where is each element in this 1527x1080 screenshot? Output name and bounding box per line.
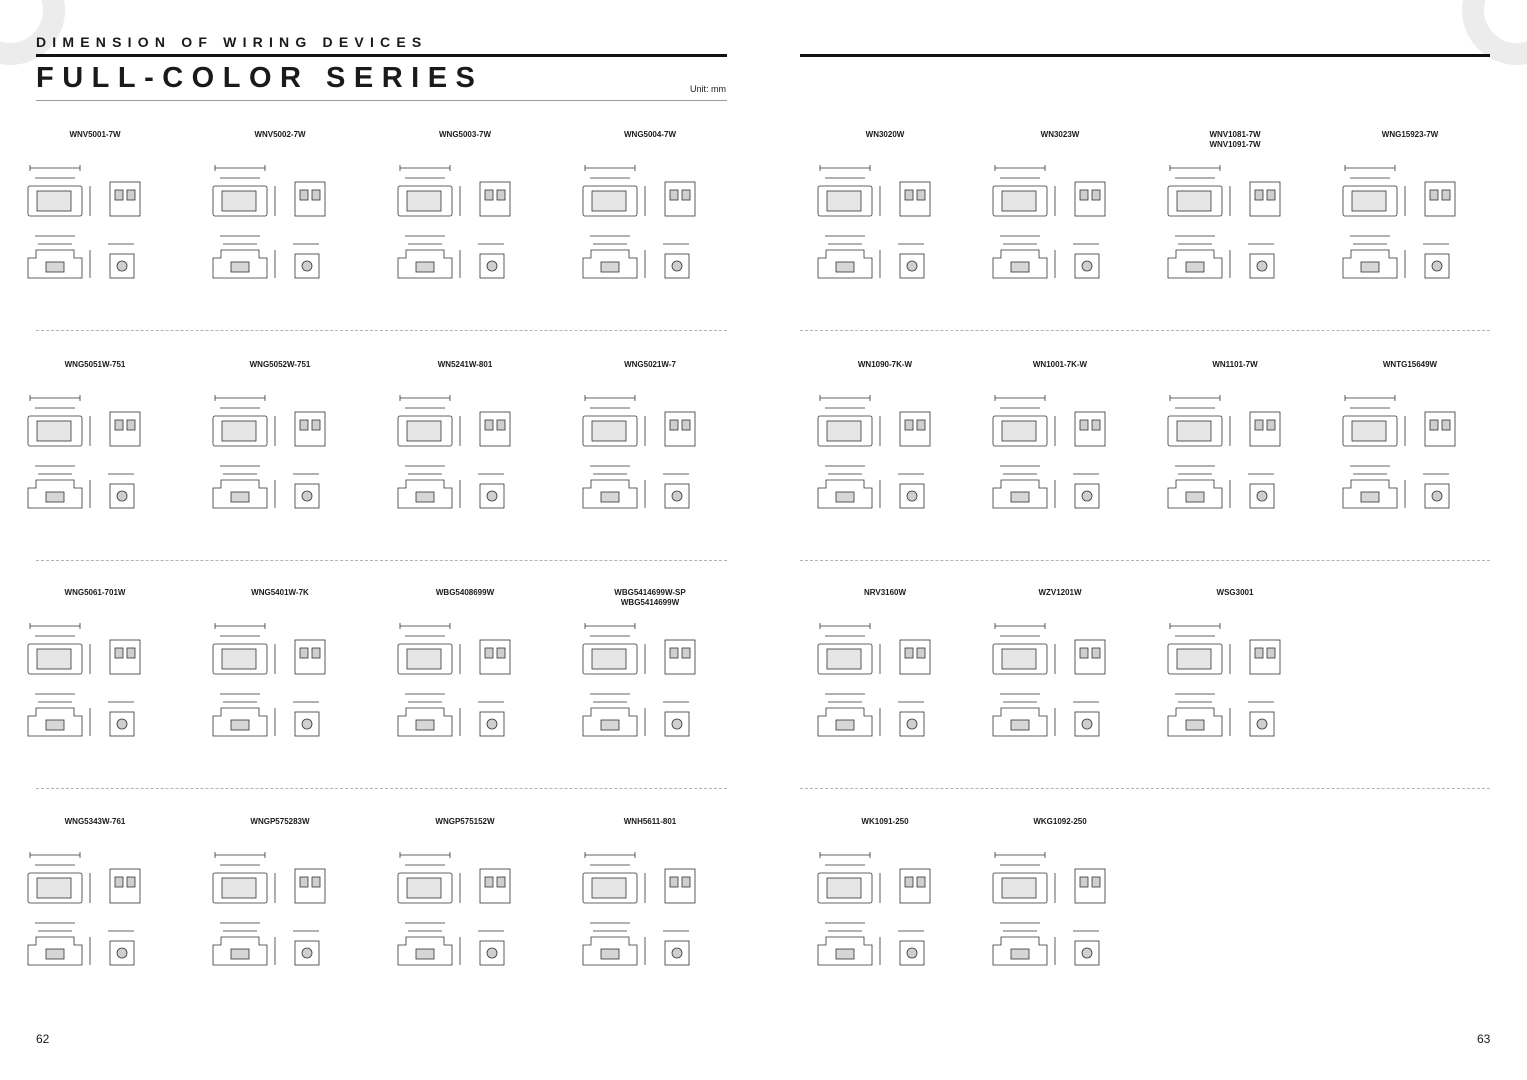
row-divider	[36, 330, 727, 331]
page-number-right: 63	[1477, 1032, 1491, 1046]
dimension-drawing	[975, 845, 1145, 995]
model-number: WNG5003-7W	[438, 130, 491, 139]
dimension-drawing	[10, 616, 180, 766]
device-cell	[800, 130, 970, 310]
dimension-drawing	[565, 388, 735, 538]
device-cell	[10, 360, 180, 540]
device-cell	[975, 130, 1145, 310]
row-divider	[36, 788, 727, 789]
device-cell	[1150, 360, 1320, 540]
device-cell	[1150, 130, 1320, 310]
dimension-drawing	[195, 616, 365, 766]
model-number: WNG5004-7W	[623, 130, 676, 139]
dimension-drawing	[10, 158, 180, 308]
device-cell	[10, 817, 180, 997]
dimension-drawing	[565, 158, 735, 308]
model-number: WNG5051W-751	[64, 360, 126, 369]
device-cell	[565, 588, 735, 768]
dimension-drawing	[800, 845, 970, 995]
row-divider	[800, 330, 1490, 331]
dimension-drawing	[975, 616, 1145, 766]
dimension-drawing	[565, 616, 735, 766]
model-number: WNG5052W-751	[249, 360, 311, 369]
model-number: WBG5414699W-SP WBG5414699W	[614, 588, 686, 607]
row-divider	[36, 560, 727, 561]
device-cell	[10, 130, 180, 310]
dimension-drawing	[800, 616, 970, 766]
model-number: WN1001-7K-W	[1032, 360, 1088, 369]
dimension-drawing	[1150, 158, 1320, 308]
device-cell	[195, 817, 365, 997]
dimension-drawing	[195, 845, 365, 995]
device-cell	[800, 817, 970, 997]
device-cell	[975, 360, 1145, 540]
section-kicker: DIMENSION OF WIRING DEVICES	[36, 34, 428, 50]
device-cell	[975, 817, 1145, 997]
row-divider	[800, 560, 1490, 561]
device-cell	[380, 817, 550, 997]
device-cell	[380, 360, 550, 540]
device-cell	[565, 817, 735, 997]
model-number: WN3023W	[1040, 130, 1080, 139]
device-cell	[565, 130, 735, 310]
row-divider	[800, 788, 1490, 789]
model-number: WKG1092-250	[1033, 817, 1087, 826]
dimension-drawing	[10, 388, 180, 538]
model-number: WNTG15649W	[1382, 360, 1438, 369]
unit-label: Unit: mm	[690, 84, 726, 94]
dimension-drawing	[1150, 616, 1320, 766]
dimension-drawing	[975, 388, 1145, 538]
dimension-drawing	[565, 845, 735, 995]
device-cell	[565, 360, 735, 540]
device-cell	[1325, 360, 1495, 540]
model-number: WZV1201W	[1038, 588, 1082, 597]
model-number: WNGP575152W	[435, 817, 495, 826]
dimension-drawing	[975, 158, 1145, 308]
model-number: WSG3001	[1216, 588, 1254, 597]
model-number: WNGP575283W	[250, 817, 310, 826]
dimension-drawing	[380, 388, 550, 538]
dimension-drawing	[800, 158, 970, 308]
device-cell	[195, 588, 365, 768]
model-number: WN5241W-801	[437, 360, 493, 369]
dimension-drawing	[195, 158, 365, 308]
dimension-drawing	[380, 616, 550, 766]
model-number: WNV5001-7W	[69, 130, 121, 139]
page-title: FULL-COLOR SERIES	[36, 62, 484, 94]
model-number: WNG5343W-761	[64, 817, 126, 826]
device-cell	[1325, 130, 1495, 310]
model-number: WNH5611-801	[623, 817, 677, 826]
device-cell	[1150, 588, 1320, 768]
model-number: WBG5408699W	[435, 588, 495, 597]
device-cell	[10, 588, 180, 768]
device-cell	[195, 360, 365, 540]
model-number: WNG5401W-7K	[251, 588, 309, 597]
page-number-left: 62	[36, 1032, 50, 1046]
model-number: WNG5061-701W	[64, 588, 126, 597]
model-number: WNG15923-7W	[1381, 130, 1439, 139]
title-rule	[36, 100, 727, 101]
model-number: WNG5021W-7	[624, 360, 676, 369]
model-number: WNV1081-7W WNV1091-7W	[1209, 130, 1261, 149]
device-cell	[380, 130, 550, 310]
device-cell	[975, 588, 1145, 768]
device-cell	[800, 360, 970, 540]
model-number: WK1091-250	[861, 817, 909, 826]
model-number: WN3020W	[865, 130, 905, 139]
dimension-drawing	[1150, 388, 1320, 538]
header-bar-left	[36, 54, 727, 57]
model-number: WN1090-7K-W	[857, 360, 913, 369]
device-cell	[380, 588, 550, 768]
device-cell	[800, 588, 970, 768]
dimension-drawing	[380, 158, 550, 308]
device-cell	[195, 130, 365, 310]
dimension-drawing	[800, 388, 970, 538]
dimension-drawing	[1325, 388, 1495, 538]
dimension-drawing	[195, 388, 365, 538]
model-number: WNV5002-7W	[254, 130, 306, 139]
model-number: NRV3160W	[863, 588, 907, 597]
dimension-drawing	[10, 845, 180, 995]
model-number: WN1101-7W	[1212, 360, 1258, 369]
header-bar-right	[800, 54, 1490, 57]
dimension-drawing	[380, 845, 550, 995]
dimension-drawing	[1325, 158, 1495, 308]
